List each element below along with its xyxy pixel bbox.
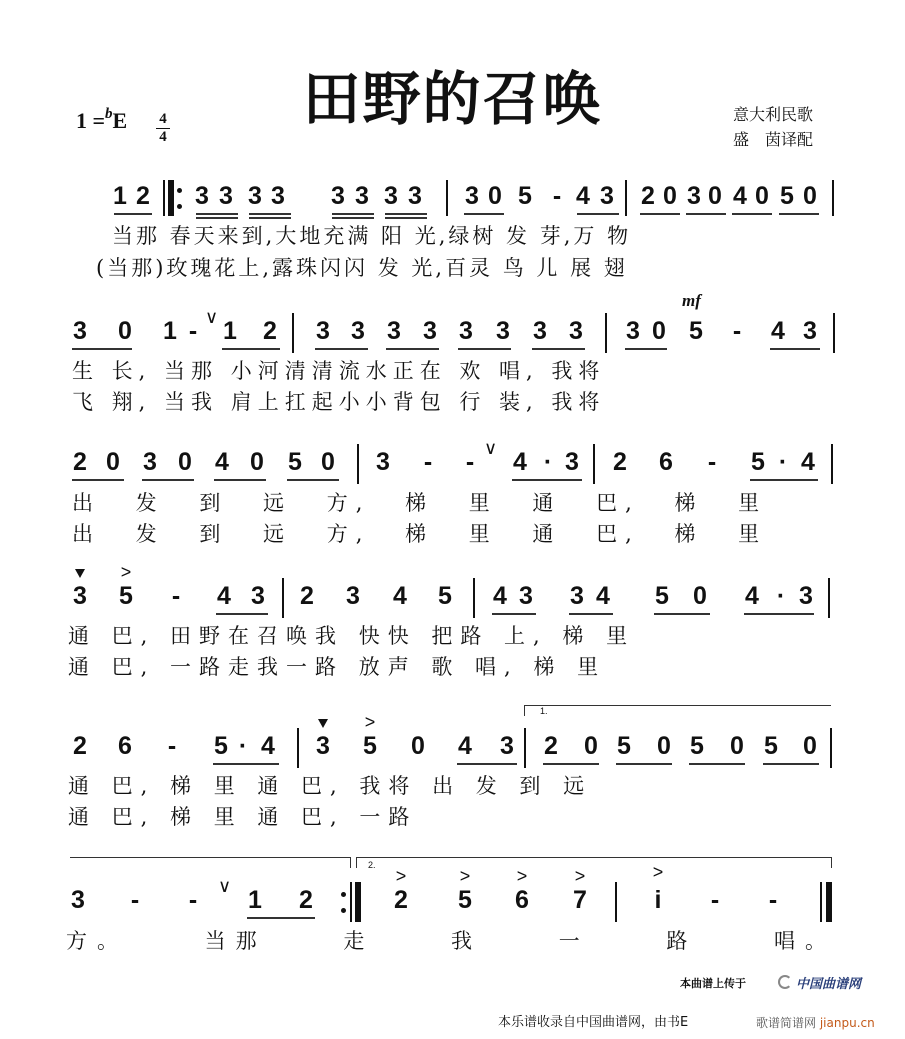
- lyrics-line-3-verse-1: 出 发 到 远 方, 梯 里 通 巴, 梯 里: [72, 491, 768, 515]
- lyrics-line-3-verse-2: 出 发 到 远 方, 梯 里 通 巴, 梯 里: [72, 522, 768, 546]
- note: 3: [195, 182, 209, 210]
- note: 6: [659, 448, 673, 476]
- note: ·: [778, 448, 788, 476]
- barline: [163, 180, 165, 216]
- note: 0: [178, 448, 192, 476]
- note: 3: [316, 317, 330, 345]
- accent-icon: >: [395, 866, 407, 886]
- note: 2: [641, 182, 655, 210]
- note: 2: [73, 732, 87, 760]
- barline: [625, 180, 627, 216]
- note: 0: [652, 317, 666, 345]
- beam: [142, 479, 194, 481]
- note: 3: [219, 182, 233, 210]
- note: 3: [496, 317, 510, 345]
- note: 1: [163, 317, 177, 345]
- note: 3: [331, 182, 345, 210]
- note: 3: [73, 317, 87, 345]
- note: 4: [261, 732, 275, 760]
- brand-logo-icon: [778, 975, 792, 989]
- beam: [492, 613, 536, 615]
- beam: [569, 613, 613, 615]
- note: -: [465, 448, 475, 476]
- note: 3: [316, 732, 330, 760]
- note: ·: [776, 582, 786, 610]
- note: 0: [106, 448, 120, 476]
- note: 0: [657, 732, 671, 760]
- beam: [287, 479, 339, 481]
- volta-label-2: 2.: [368, 860, 376, 870]
- note: 3: [459, 317, 473, 345]
- note: 0: [118, 317, 132, 345]
- note: 3: [569, 317, 583, 345]
- note: 4: [771, 317, 785, 345]
- time-top: 4: [159, 111, 167, 127]
- note: 0: [803, 732, 817, 760]
- note: -: [423, 448, 433, 476]
- note: 3: [355, 182, 369, 210]
- beam: [770, 348, 820, 350]
- note: 3: [570, 582, 584, 610]
- note: 2: [394, 886, 408, 914]
- note: 5: [458, 886, 472, 914]
- accent-icon: >: [459, 866, 471, 886]
- barline: [524, 728, 526, 768]
- beam: [763, 763, 819, 765]
- note: ·: [238, 732, 248, 760]
- note: 1: [223, 317, 237, 345]
- beam: [72, 348, 132, 350]
- note: 3: [803, 317, 817, 345]
- lyrics-line-5-verse-2: 通 巴, 梯 里 通 巴, 一路: [68, 805, 418, 829]
- flat-sign-icon: b: [105, 106, 113, 122]
- score-title: 田野的召唤: [302, 65, 603, 133]
- site-name: 歌谱简谱网: [756, 1016, 817, 1030]
- note: 0: [803, 182, 817, 210]
- note: ·: [543, 448, 553, 476]
- key-label: 1 =: [76, 108, 106, 133]
- note: 3: [73, 582, 87, 610]
- barline: [593, 444, 595, 484]
- lyrics-line-5-verse-1: 通 巴, 梯 里 通 巴, 我将 出 发 到 远: [68, 774, 593, 798]
- note: 0: [693, 582, 707, 610]
- note: 3: [346, 582, 360, 610]
- accent-icon: >: [120, 562, 132, 582]
- note: 2: [263, 317, 277, 345]
- dynamic-mf: mf: [682, 291, 701, 310]
- accent-icon: >: [364, 712, 376, 732]
- beam: [114, 213, 152, 215]
- note: 5: [689, 317, 703, 345]
- source-text: 本乐谱收录自中国曲谱网，由书E: [498, 1015, 689, 1030]
- upload-label: 本曲谱上传于: [680, 977, 746, 990]
- note: 3: [519, 582, 533, 610]
- lyrics-line-1-verse-1: 当那 春天来到,大地充满 阳 光,绿树 发 芽,万 物: [112, 224, 632, 248]
- note: 2: [613, 448, 627, 476]
- note: 3: [384, 182, 398, 210]
- note: 4: [576, 182, 590, 210]
- lyrics-line-2-verse-2: 飞 翔, 当我 肩上扛起小小背包 行 装, 我将: [72, 390, 606, 414]
- note: 3: [376, 448, 390, 476]
- credits: [733, 102, 813, 152]
- barline: [473, 578, 475, 618]
- breath-mark-icon: ∨: [484, 438, 498, 458]
- note: 3: [251, 582, 265, 610]
- note: 2: [73, 448, 87, 476]
- note: -: [707, 448, 717, 476]
- barline: [832, 180, 834, 216]
- note: 0: [411, 732, 425, 760]
- note: 4: [745, 582, 759, 610]
- note: -: [171, 582, 181, 610]
- note: 4: [393, 582, 407, 610]
- note: 3: [143, 448, 157, 476]
- note: 3: [565, 448, 579, 476]
- note: 4: [596, 582, 610, 610]
- beam: [779, 213, 819, 215]
- staccato-wedge-icon: [75, 569, 85, 578]
- beam: [616, 763, 672, 765]
- beam: [385, 217, 427, 219]
- note: 3: [423, 317, 437, 345]
- beam: [72, 479, 124, 481]
- volta-bracket-1-end: [70, 857, 351, 868]
- repeat-dot: [177, 204, 182, 209]
- note: 4: [801, 448, 815, 476]
- note: 4: [733, 182, 747, 210]
- beam: [458, 348, 511, 350]
- beam: [577, 213, 619, 215]
- lyrics-line-1-verse-2: (当那)玫瑰花上,露珠闪闪 发 光,百灵 鸟 儿 展 翅: [96, 256, 628, 280]
- beam: [222, 348, 280, 350]
- barline: [282, 578, 284, 618]
- note: 0: [488, 182, 502, 210]
- note: i: [654, 886, 662, 914]
- note: 3: [71, 886, 85, 914]
- barline: [297, 728, 299, 768]
- beam: [744, 613, 814, 615]
- beam: [732, 213, 772, 215]
- beam: [640, 213, 680, 215]
- note: -: [167, 732, 177, 760]
- note: 0: [321, 448, 335, 476]
- breath-mark-icon: ∨: [205, 307, 219, 327]
- note: 5: [655, 582, 669, 610]
- repeat-dot: [341, 908, 346, 913]
- note: 0: [755, 182, 769, 210]
- beam: [625, 348, 667, 350]
- note: 6: [118, 732, 132, 760]
- note: 5: [288, 448, 302, 476]
- note: 5: [119, 582, 133, 610]
- accent-icon: >: [574, 866, 586, 886]
- key-note: E: [112, 108, 128, 133]
- note: -: [188, 317, 198, 345]
- repeat-start-barline: [168, 180, 174, 216]
- beam: [457, 763, 517, 765]
- beam: [249, 213, 291, 215]
- note: 4: [513, 448, 527, 476]
- note: 6: [515, 886, 529, 914]
- lyrics-line-6: 方。 当那 走 我 一 路 唱。: [66, 929, 837, 953]
- barline: [831, 444, 833, 484]
- volta-bracket-2: [356, 857, 832, 868]
- barline: [828, 578, 830, 618]
- note: 3: [687, 182, 701, 210]
- beam: [249, 217, 291, 219]
- beam: [332, 217, 374, 219]
- beam: [315, 348, 368, 350]
- beam: [196, 213, 238, 215]
- note: -: [130, 886, 140, 914]
- note: 5: [214, 732, 228, 760]
- note: 5: [363, 732, 377, 760]
- site-url[interactable]: jianpu.cn: [819, 1016, 875, 1030]
- barline: [446, 180, 448, 216]
- repeat-dot: [341, 892, 346, 897]
- origin: 意大利民歌: [733, 105, 814, 124]
- barline: [357, 444, 359, 484]
- beam: [654, 613, 710, 615]
- note: 0: [584, 732, 598, 760]
- note: 4: [458, 732, 472, 760]
- accent-icon: >: [516, 866, 528, 886]
- site-watermark[interactable]: [756, 1014, 875, 1031]
- note: 0: [250, 448, 264, 476]
- staccato-wedge-icon: [318, 719, 328, 728]
- note: 5: [690, 732, 704, 760]
- note: -: [732, 317, 742, 345]
- lyrics-line-4-verse-1: 通 巴, 田野在召唤我 快快 把路 上, 梯 里: [68, 624, 636, 648]
- note: 3: [533, 317, 547, 345]
- time-bottom: 4: [159, 129, 167, 145]
- note: 1: [113, 182, 127, 210]
- barline: [615, 882, 617, 922]
- note: -: [552, 182, 562, 210]
- beam: [196, 217, 238, 219]
- note: 3: [799, 582, 813, 610]
- beam: [386, 348, 439, 350]
- note: 3: [271, 182, 285, 210]
- note: -: [188, 886, 198, 914]
- beam: [216, 613, 268, 615]
- barline: [350, 882, 352, 922]
- breath-mark-icon: ∨: [218, 876, 232, 896]
- note: 2: [300, 582, 314, 610]
- barline: [833, 313, 835, 353]
- note: 0: [708, 182, 722, 210]
- barline: [605, 313, 607, 353]
- volta-label-1: 1.: [540, 706, 548, 716]
- note: 5: [780, 182, 794, 210]
- note: 5: [751, 448, 765, 476]
- note: 4: [493, 582, 507, 610]
- beam: [214, 479, 266, 481]
- final-barline: [826, 882, 832, 922]
- beam: [385, 213, 427, 215]
- note: 2: [136, 182, 150, 210]
- repeat-dot: [177, 188, 182, 193]
- note: 3: [408, 182, 422, 210]
- brand-link[interactable]: 中国曲谱网: [796, 977, 862, 992]
- barline: [292, 313, 294, 353]
- barline: [830, 728, 832, 768]
- beam: [686, 213, 726, 215]
- barline: [820, 882, 822, 922]
- note: 5: [438, 582, 452, 610]
- note: 1: [248, 886, 262, 914]
- volta-bracket-1: [524, 705, 831, 716]
- time-signature: [156, 112, 170, 145]
- note: 2: [544, 732, 558, 760]
- beam: [247, 917, 315, 919]
- note: 7: [573, 886, 587, 914]
- note: -: [710, 886, 720, 914]
- accent-icon: >: [652, 862, 664, 882]
- beam: [532, 348, 585, 350]
- note: 0: [730, 732, 744, 760]
- beam: [689, 763, 745, 765]
- note: 5: [764, 732, 778, 760]
- beam: [750, 479, 818, 481]
- repeat-end-barline: [355, 882, 361, 922]
- beam: [464, 213, 504, 215]
- note: 4: [215, 448, 229, 476]
- note: 0: [663, 182, 677, 210]
- beam: [543, 763, 599, 765]
- note: -: [768, 886, 778, 914]
- note: 3: [248, 182, 262, 210]
- note: 3: [465, 182, 479, 210]
- note: 2: [299, 886, 313, 914]
- note: 5: [518, 182, 532, 210]
- beam: [512, 479, 582, 481]
- key-signature: [76, 108, 127, 134]
- translator: 盛 茵译配: [733, 130, 814, 149]
- note: 3: [351, 317, 365, 345]
- note: 3: [626, 317, 640, 345]
- note: 3: [500, 732, 514, 760]
- note: 3: [387, 317, 401, 345]
- lyrics-line-2-verse-1: 生 长, 当那 小河清清流水正在 欢 唱, 我将: [72, 359, 606, 383]
- note: 3: [600, 182, 614, 210]
- beam: [213, 763, 279, 765]
- note: 5: [617, 732, 631, 760]
- note: 4: [217, 582, 231, 610]
- lyrics-line-4-verse-2: 通 巴, 一路走我一路 放声 歌 唱, 梯 里: [68, 655, 607, 679]
- beam: [332, 213, 374, 215]
